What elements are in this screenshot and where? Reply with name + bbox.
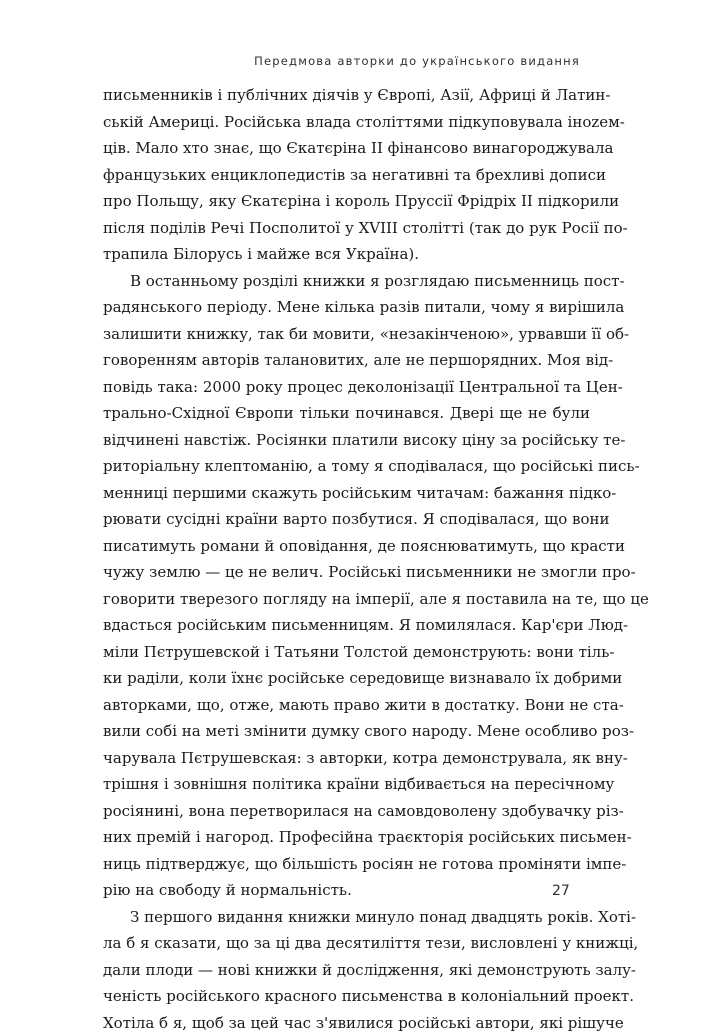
- paragraph: [103, 82, 590, 268]
- text-line: радянського періоду. Мене кілька разів питали, чому я вирішила: [103, 294, 590, 321]
- text-line: ла б я сказати, що за ці два десятиліття тези, висловлені у книжці,: [103, 930, 590, 957]
- text-line: авторками, що, отже, мають право жити в достатку. Вони не ста-: [103, 692, 590, 719]
- text-line: французьких енциклопедистів за негативні та брехливі дописи: [103, 162, 590, 189]
- text-line: риторіальну клептоманію, а тому я сподівалася, що російські пись-: [103, 453, 590, 480]
- text-line: говоренням авторів талановитих, але не першорядних. Моя від-: [103, 347, 590, 374]
- text-line: менниці першими скажуть російським читачам: бажання підко-: [103, 480, 590, 507]
- text-line: говорити тверезого погляду на імперії, але я поставила на те, що це: [103, 586, 590, 613]
- text-line: про Польщу, яку Єкатєріна і король Пруссії Фрідріх ІІ підкорили: [103, 188, 590, 215]
- paragraph: [103, 268, 590, 904]
- text-line: чужу землю — це не велич. Російські письменники не змогли про-: [103, 559, 590, 586]
- text-line: трішня і зовнішня політика країни відбивається на пересічному: [103, 771, 590, 798]
- text-line: ки раділи, коли їхнє російське середовище визнавало їх добрими: [103, 665, 590, 692]
- text-line: З першого видання книжки минуло понад двадцять років. Хоті-: [103, 904, 590, 931]
- text-line: вдасться російським письменницям. Я помилялася. Кар'єри Люд-: [103, 612, 590, 639]
- text-line: дали плоди — нові книжки й дослідження, які демонструють залу-: [103, 957, 590, 984]
- text-line: трально-Східної Європи тільки починався. Двері ще не були: [103, 400, 590, 427]
- running-head: Передмова авторки до українського видання: [254, 54, 580, 68]
- text-line: вили собі на меті змінити думку свого народу. Мене особливо роз-: [103, 718, 590, 745]
- text-line: повідь така: 2000 року процес деколонізації Центральної та Цен-: [103, 374, 590, 401]
- text-line: рію на свободу й нормальність.: [103, 877, 590, 904]
- body-text: [103, 82, 590, 1036]
- text-line: В останньому розділі книжки я розглядаю письменниць пост-: [103, 268, 590, 295]
- text-line: писатимуть романи й оповідання, де пояснюватимуть, що красти: [103, 533, 590, 560]
- text-line: після поділів Речі Посполитої у XVIII столітті (так до рук Росії по-: [103, 215, 590, 242]
- text-line: трапила Білорусь і майже вся Україна).: [103, 241, 590, 268]
- text-line: міли Пєтрушевской і Татьяни Толстой демонструють: вони тіль-: [103, 639, 590, 666]
- text-line: ченість російського красного письменства в колоніальний проект.: [103, 983, 590, 1010]
- text-line: ниць підтверджує, що більшість росіян не готова проміняти імпе-: [103, 851, 590, 878]
- text-line: відчинені навстіж. Росіянки платили високу ціну за російську те-: [103, 427, 590, 454]
- text-line: чарувала Пєтрушевская: з авторки, котра демонструвала, як вну-: [103, 745, 590, 772]
- page-number: 27: [552, 883, 570, 899]
- paragraph: [103, 904, 590, 1036]
- text-line: залишити книжку, так би мовити, «незакінченою», урвавши її об-: [103, 321, 590, 348]
- text-line: рювати сусідні країни варто позбутися. Я сподівалася, що вони: [103, 506, 590, 533]
- text-line: ській Америці. Російська влада століттями підкуповувала іноzем-: [103, 109, 590, 136]
- text-line: Хотіла б я, щоб за цей час з'явилися російські автори, які рішуче: [103, 1010, 590, 1036]
- text-line: них премій і нагород. Професійна траєкторія російських письмен-: [103, 824, 590, 851]
- text-line: росіянині, вона перетворилася на самовдоволену здобувачку різ-: [103, 798, 590, 825]
- text-line: ців. Мало хто знає, що Єкатєріна ІІ фінансово винагороджувала: [103, 135, 590, 162]
- text-line: письменників і публічних діячів у Європі, Азії, Африці й Латин-: [103, 82, 590, 109]
